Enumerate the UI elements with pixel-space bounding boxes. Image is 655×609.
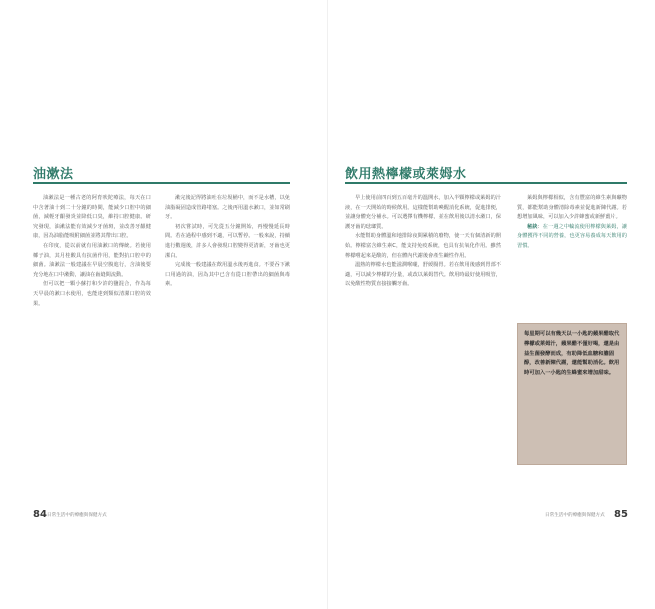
right-page (328, 0, 655, 609)
paragraph: 但可以把一顆小蘇打和少許的鹽混合，作為每天早晨的漱口水使用，也能達到類似清潔口腔的效果。 (33, 281, 151, 307)
paragraph: 溫熱的檸檬水也能滋潤喉嚨，舒緩腸胃。若在飲用後感到胃部不適，可以減少檸檬的分量，或改以萊姆替代。飲用時最好使用吸管，以免酸性物質直接接觸牙齒。 (345, 262, 501, 288)
heading-rule (33, 182, 290, 184)
running-footer: 日常生活中的療癒與保健方式 (47, 513, 107, 518)
paragraph: 漱完後記得將油吐在垃圾桶中，而不是水槽，以免油脂凝固造成管路堵塞。之後再用溫水漱口，並如常刷牙。 (165, 195, 290, 221)
paragraph: 在印度，從以前就有用油漱口的傳統。若使用椰子油，其月桂酸具有抗菌作用，能對抗口腔中的細菌。油漱法一般建議在早晨空腹進行，含油後要充分地在口中漱動，讓油在齒縫間流動。 (33, 242, 151, 278)
page-number: 85 (614, 509, 628, 520)
paragraph: 早上使用前四百到五百毫升的溫開水，加入半顆檸檬或萊姆的汁液，在一天開始的時候飲用。這樣能幫助喚醒消化系統，促進排便，並讓身體充分補水。可以選擇有機檸檬，並在飲用後以清水漱口，保護牙齒的琺瑯質。 (345, 195, 501, 230)
right-column-2 (517, 194, 627, 252)
paragraph: 初次嘗試時，可先從五分鐘開始，再慢慢延長時間。若在過程中感到不適，可以暫停。一般來說，持續進行數週後，許多人會發現口腔變得更清新，牙齒也更潔白。 (165, 223, 290, 259)
heading-rule (345, 182, 627, 184)
tip-text: 在一週之中輪流使用檸檬與萊姆，讓身體獲得不同的營養，也更容易養成每天飲用的習慣。 (517, 223, 627, 249)
right-column-1 (345, 194, 501, 290)
section-heading: 油漱法 (33, 167, 74, 182)
left-column-1 (33, 194, 151, 309)
callout-text: 每星期可以有幾天以一小匙的蘋果醋取代檸檬或萊姆汁，蘋果醋不僅好喝，還是由益生菌發酵而成，有助降低血糖和膽固醇，改善新陳代謝，還能幫助消化。飲用時可加入一小匙的生蜂蜜來增加甜味。 (524, 331, 620, 377)
running-footer: 日常生活中的療癒與保健方式 (545, 513, 605, 518)
left-page (0, 0, 327, 609)
page-number: 84 (33, 509, 47, 520)
paragraph: 油漱法是一種古老的阿育吠陀療法，每天在口中含著油十到二十分鐘的時間，能減少口腔中的細菌，減輕牙齦發炎並降低口臭，維持口腔健康。研究發現，油漱法能有效減少牙菌斑，並改善牙齦健康，因為油脂能吸附細菌並將其帶出口腔。 (33, 195, 151, 240)
left-column-2 (165, 194, 290, 290)
tip-label: 秘訣 (527, 223, 538, 230)
paragraph: 完成後一般建議在飲用溫水後再進食。不要吞下漱口用過的油，因為其中已含有從口腔帶出的細菌與毒素。 (165, 262, 290, 288)
paragraph: 萊姆與檸檬相似，含有豐富的維生素與礦物質，都能幫助身體清除毒素並促進新陳代謝。若想增加風味，可以加入少許蜂蜜或新鮮薑片。 (517, 195, 627, 221)
callout-box (517, 323, 627, 465)
section-heading: 飲用熱檸檬或萊姆水 (345, 167, 467, 182)
tip-paragraph: 秘訣：在一週之中輪流使用檸檬與萊姆，讓身體獲得不同的營養，也更容易養成每天飲用的習慣。 (517, 223, 627, 249)
paragraph: 水能幫助身體溫和地排除夜間累積的廢物，使一天有個清新的開始。檸檬富含維生素C，能支持免疫系統，也具有抗氧化作用。雖然檸檬嚐起來是酸的，但在體內代謝後會產生鹼性作用。 (345, 233, 501, 259)
